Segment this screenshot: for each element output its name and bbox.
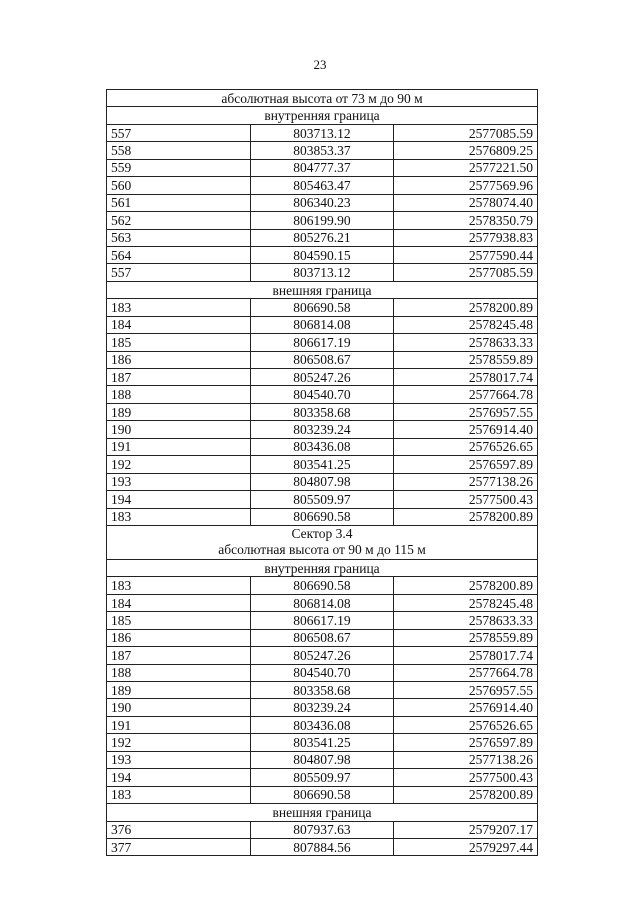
x-coordinate-cell: 803541.25	[250, 734, 394, 751]
point-number-cell: 564	[107, 246, 251, 263]
table-row	[107, 629, 538, 646]
point-number-cell: 190	[107, 699, 251, 716]
y-coordinate-cell: 2576526.65	[394, 716, 538, 733]
x-coordinate-cell: 805247.26	[250, 647, 394, 664]
table-row	[107, 473, 538, 490]
point-number-cell: 186	[107, 351, 251, 368]
y-coordinate-cell: 2577590.44	[394, 246, 538, 263]
x-coordinate-cell: 803358.68	[250, 403, 394, 420]
point-number-cell: 187	[107, 647, 251, 664]
x-coordinate-cell: 806690.58	[250, 508, 394, 525]
table-row	[107, 769, 538, 786]
x-coordinate-cell: 803239.24	[250, 421, 394, 438]
y-coordinate-cell: 2577138.26	[394, 751, 538, 768]
x-coordinate-cell: 805247.26	[250, 369, 394, 386]
table-row	[107, 194, 538, 211]
sector-altitude: абсолютная высота от 90 м до 115 м	[218, 542, 426, 558]
section-title-row	[107, 107, 538, 124]
x-coordinate-cell: 803239.24	[250, 699, 394, 716]
y-coordinate-cell: 2578633.33	[394, 334, 538, 351]
x-coordinate-cell: 806690.58	[250, 786, 394, 803]
table-row	[107, 159, 538, 176]
x-coordinate-cell: 804777.37	[250, 159, 394, 176]
y-coordinate-cell: 2578200.89	[394, 508, 538, 525]
point-number-cell: 185	[107, 334, 251, 351]
point-number-cell: 183	[107, 577, 251, 594]
table-row	[107, 508, 538, 525]
table-row	[107, 716, 538, 733]
point-number-cell: 193	[107, 751, 251, 768]
section-title: внутренняя граница	[107, 559, 538, 576]
x-coordinate-cell: 804807.98	[250, 751, 394, 768]
x-coordinate-cell: 806814.08	[250, 594, 394, 611]
x-coordinate-cell: 803713.12	[250, 124, 394, 141]
point-number-cell: 194	[107, 769, 251, 786]
section-title: внутренняя граница	[107, 107, 538, 124]
point-number-cell: 183	[107, 508, 251, 525]
point-number-cell: 193	[107, 473, 251, 490]
x-coordinate-cell: 803853.37	[250, 142, 394, 159]
point-number-cell: 186	[107, 629, 251, 646]
section-title-row	[107, 804, 538, 821]
point-number-cell: 376	[107, 821, 251, 838]
section-title: внешняя граница	[107, 804, 538, 821]
section-title-row	[107, 559, 538, 576]
table-row	[107, 229, 538, 246]
x-coordinate-cell: 804540.70	[250, 386, 394, 403]
x-coordinate-cell: 803541.25	[250, 456, 394, 473]
point-number-cell: 189	[107, 403, 251, 420]
section-title-row	[107, 281, 538, 298]
x-coordinate-cell: 806814.08	[250, 316, 394, 333]
point-number-cell: 558	[107, 142, 251, 159]
y-coordinate-cell: 2576597.89	[394, 456, 538, 473]
point-number-cell: 560	[107, 177, 251, 194]
point-number-cell: 185	[107, 612, 251, 629]
x-coordinate-cell: 804807.98	[250, 473, 394, 490]
table-row	[107, 351, 538, 368]
x-coordinate-cell: 803436.08	[250, 716, 394, 733]
y-coordinate-cell: 2577138.26	[394, 473, 538, 490]
table-row	[107, 403, 538, 420]
point-number-cell: 184	[107, 316, 251, 333]
page-number: 23	[313, 57, 327, 72]
y-coordinate-cell: 2577664.78	[394, 386, 538, 403]
y-coordinate-cell: 2577500.43	[394, 769, 538, 786]
table-row	[107, 838, 538, 855]
y-coordinate-cell: 2576809.25	[394, 142, 538, 159]
sector-heading	[107, 525, 538, 559]
table-row	[107, 682, 538, 699]
y-coordinate-cell: 2576957.55	[394, 403, 538, 420]
table-row	[107, 124, 538, 141]
x-coordinate-cell: 803436.08	[250, 438, 394, 455]
y-coordinate-cell: 2577938.83	[394, 229, 538, 246]
altitude-heading-row	[107, 90, 538, 107]
y-coordinate-cell: 2578017.74	[394, 369, 538, 386]
x-coordinate-cell: 806617.19	[250, 612, 394, 629]
x-coordinate-cell: 804590.15	[250, 246, 394, 263]
table-row	[107, 734, 538, 751]
y-coordinate-cell: 2578074.40	[394, 194, 538, 211]
table-row	[107, 246, 538, 263]
table-row	[107, 751, 538, 768]
x-coordinate-cell: 806690.58	[250, 577, 394, 594]
table-row	[107, 212, 538, 229]
point-number-cell: 561	[107, 194, 251, 211]
point-number-cell: 190	[107, 421, 251, 438]
point-number-cell: 183	[107, 299, 251, 316]
y-coordinate-cell: 2578559.89	[394, 629, 538, 646]
table-row	[107, 142, 538, 159]
table-row	[107, 821, 538, 838]
sector-heading-row	[107, 525, 538, 559]
point-number-cell: 191	[107, 438, 251, 455]
coordinates-table-body	[107, 90, 538, 856]
x-coordinate-cell: 804540.70	[250, 664, 394, 681]
y-coordinate-cell: 2577569.96	[394, 177, 538, 194]
y-coordinate-cell: 2579297.44	[394, 838, 538, 855]
table-row	[107, 177, 538, 194]
x-coordinate-cell: 806340.23	[250, 194, 394, 211]
table-row	[107, 612, 538, 629]
y-coordinate-cell: 2578200.89	[394, 299, 538, 316]
y-coordinate-cell: 2578633.33	[394, 612, 538, 629]
table-row	[107, 664, 538, 681]
x-coordinate-cell: 805509.97	[250, 769, 394, 786]
point-number-cell: 194	[107, 491, 251, 508]
table-row	[107, 438, 538, 455]
y-coordinate-cell: 2577085.59	[394, 124, 538, 141]
y-coordinate-cell: 2579207.17	[394, 821, 538, 838]
point-number-cell: 557	[107, 264, 251, 281]
x-coordinate-cell: 803713.12	[250, 264, 394, 281]
table-row	[107, 264, 538, 281]
x-coordinate-cell: 805463.47	[250, 177, 394, 194]
table-row	[107, 647, 538, 664]
y-coordinate-cell: 2576957.55	[394, 682, 538, 699]
table-row	[107, 491, 538, 508]
table-row	[107, 421, 538, 438]
table-row	[107, 386, 538, 403]
y-coordinate-cell: 2577085.59	[394, 264, 538, 281]
y-coordinate-cell: 2577664.78	[394, 664, 538, 681]
table-row	[107, 786, 538, 803]
point-number-cell: 192	[107, 734, 251, 751]
x-coordinate-cell: 806508.67	[250, 629, 394, 646]
y-coordinate-cell: 2578559.89	[394, 351, 538, 368]
x-coordinate-cell: 806199.90	[250, 212, 394, 229]
y-coordinate-cell: 2578200.89	[394, 577, 538, 594]
point-number-cell: 192	[107, 456, 251, 473]
y-coordinate-cell: 2577221.50	[394, 159, 538, 176]
point-number-cell: 562	[107, 212, 251, 229]
point-number-cell: 559	[107, 159, 251, 176]
point-number-cell: 557	[107, 124, 251, 141]
table-row	[107, 577, 538, 594]
table-row	[107, 369, 538, 386]
x-coordinate-cell: 805276.21	[250, 229, 394, 246]
x-coordinate-cell: 803358.68	[250, 682, 394, 699]
table-row	[107, 334, 538, 351]
x-coordinate-cell: 807884.56	[250, 838, 394, 855]
point-number-cell: 188	[107, 664, 251, 681]
y-coordinate-cell: 2576526.65	[394, 438, 538, 455]
y-coordinate-cell: 2578245.48	[394, 316, 538, 333]
y-coordinate-cell: 2578245.48	[394, 594, 538, 611]
point-number-cell: 189	[107, 682, 251, 699]
x-coordinate-cell: 806508.67	[250, 351, 394, 368]
point-number-cell: 563	[107, 229, 251, 246]
table-row	[107, 316, 538, 333]
y-coordinate-cell: 2578350.79	[394, 212, 538, 229]
coordinates-table	[106, 89, 538, 856]
y-coordinate-cell: 2576914.40	[394, 699, 538, 716]
y-coordinate-cell: 2577500.43	[394, 491, 538, 508]
x-coordinate-cell: 806617.19	[250, 334, 394, 351]
section-title: внешняя граница	[107, 281, 538, 298]
y-coordinate-cell: 2578017.74	[394, 647, 538, 664]
point-number-cell: 183	[107, 786, 251, 803]
point-number-cell: 188	[107, 386, 251, 403]
x-coordinate-cell: 807937.63	[250, 821, 394, 838]
x-coordinate-cell: 805509.97	[250, 491, 394, 508]
sector-title: Сектор 3.4	[291, 526, 353, 542]
point-number-cell: 377	[107, 838, 251, 855]
table-row	[107, 299, 538, 316]
y-coordinate-cell: 2578200.89	[394, 786, 538, 803]
altitude-heading: абсолютная высота от 73 м до 90 м	[107, 90, 538, 107]
x-coordinate-cell: 806690.58	[250, 299, 394, 316]
point-number-cell: 184	[107, 594, 251, 611]
table-row	[107, 594, 538, 611]
y-coordinate-cell: 2576597.89	[394, 734, 538, 751]
point-number-cell: 187	[107, 369, 251, 386]
table-row	[107, 699, 538, 716]
y-coordinate-cell: 2576914.40	[394, 421, 538, 438]
table-row	[107, 456, 538, 473]
point-number-cell: 191	[107, 716, 251, 733]
